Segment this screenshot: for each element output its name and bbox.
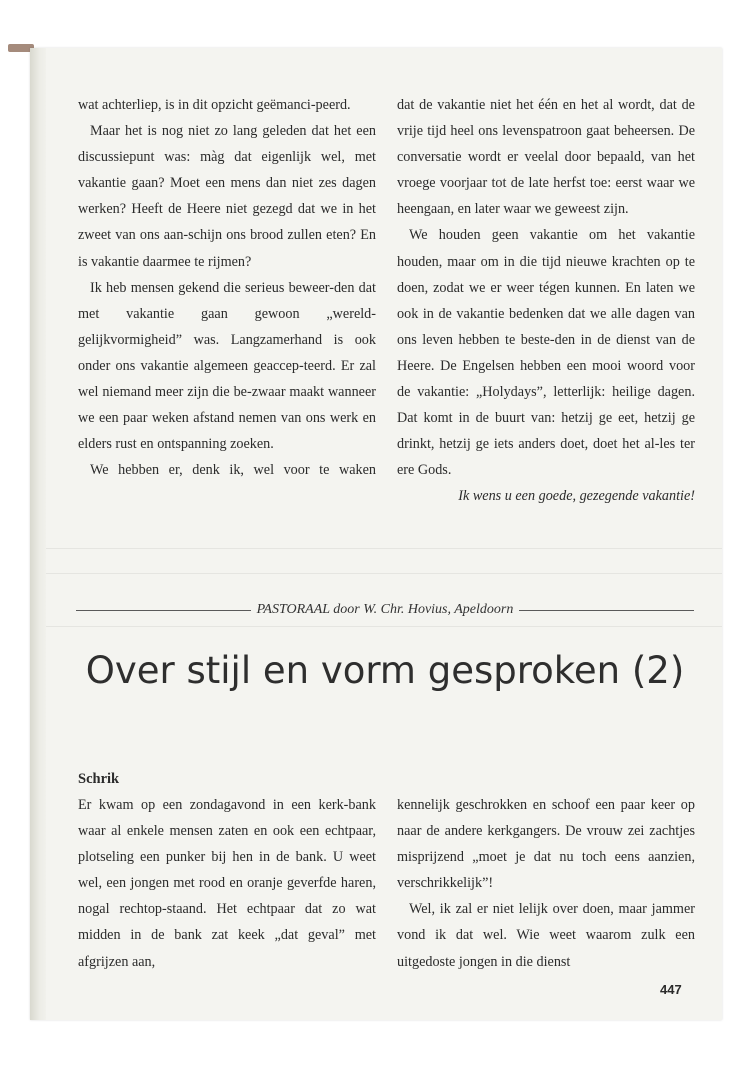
bleed-through-line <box>30 626 722 627</box>
paragraph: We houden geen vakantie om het vakantie houden, maar om in die tijd nieuwe krachten op te doen, zodat we er weer tégen kunnen. En laten we ook in de vakantie bedenken dat we alle dagen van ons leven hebben te beste-den in de dienst van de Heere. De Engelsen hebben een mooi woord voor de vakantie: „Holydays”, letterlijk: heilige dagen. Dat komt in de buurt van: hetzij ge eet, hetzij ge drinkt, hetzij ge iets anders doet, doet het al-les ter ere Gods. <box>397 227 695 479</box>
paragraph: kennelijk geschrokken en schoof een paar keer op naar de andere kerkgangers. De vrouw zei zachtjes misprijzend „moet je dat nu toch eens aanzien, verschrikkelijk”! <box>397 797 695 892</box>
bottom-right-column <box>397 792 695 975</box>
article-title: Over stijl en vorm gesproken (2) <box>85 649 685 692</box>
paragraph: Wel, ik zal er niet lelijk over doen, maar jammer vond ik dat wel. Wie weet waarom zulk een uitgedoste jongen in die dienst <box>397 901 695 970</box>
paragraph: dat de vakantie niet het één en het al wordt, dat de vrije tijd heel ons levenspatroon gaat beheersen. De conversatie wordt er veelal door bepaald, van het vroege voorjaar tot de late herfst toe: eerst waar we heengaan, en later waar we geweest zijn. <box>397 97 695 218</box>
paragraph: Ik heb mensen gekend die serieus beweer-den dat met vakantie gaan gewoon „wereld-gelijkvormigheid” was. Langzamerhand is ook onder ons vakantie algemeen geaccep-teerd. Er zal wel niemand meer zijn die be-zwaar maakt wanneer we een paar weken afstand nemen van ons werk en elders rust en ontspanning zoeken. <box>78 279 376 453</box>
bottom-left-column <box>78 792 376 975</box>
paragraph: Er kwam op een zondagavond in een kerk-bank waar al enkele mensen zaten en ook een echtpaar, plotseling een punker bij hen in de bank. U weet wel, een jongen met rood en oranje geverfde haren, nogal rechtop-staand. Het echtpaar dat zo wat midden in de bank zat keek „dat geval” met afgrijzen aan, <box>78 797 376 970</box>
subheading: Schrik <box>78 771 120 787</box>
page-binding-shadow <box>30 48 46 1020</box>
divider-line <box>519 610 694 611</box>
page-number: 447 <box>660 982 682 997</box>
bleed-through-line <box>30 548 722 549</box>
top-left-column <box>78 92 376 483</box>
bleed-through-line <box>30 573 722 574</box>
paragraph: wat achterliep, is in dit opzicht geëmanci-peerd. <box>78 97 351 113</box>
section-divider <box>76 598 694 622</box>
closing-wish: Ik wens u een goede, gezegende vakantie! <box>458 488 695 505</box>
paragraph: Maar het is nog niet zo lang geleden dat het een discussiepunt was: màg dat eigenlijk wel, met vakantie gaan? Moet een mens dan niet zes dagen werken? Heeft de Heere niet gezegd dat we in het zweet van ons aan-schijn ons brood zullen eten? En is vakantie daarmee te rijmen? <box>78 123 376 270</box>
top-right-column <box>397 92 695 510</box>
paragraph: We hebben er, denk ik, wel voor te waken <box>90 462 376 479</box>
divider-line <box>76 610 251 611</box>
section-label: PASTORAAL door W. Chr. Hovius, Apeldoorn <box>256 602 514 617</box>
